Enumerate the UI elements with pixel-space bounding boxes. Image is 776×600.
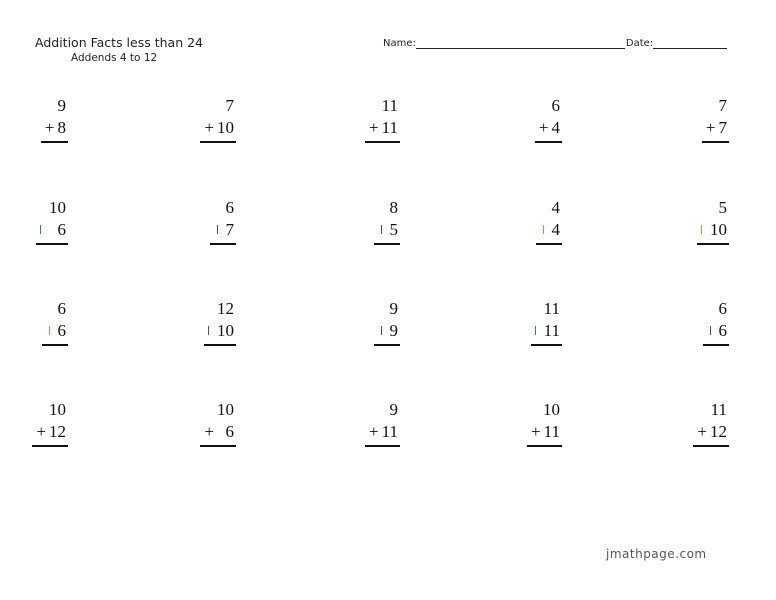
- bottom-addend: 4: [551, 118, 560, 137]
- bottom-addend-line: [365, 117, 400, 143]
- bottom-addend-line: [697, 219, 729, 245]
- addition-problem: [8, 298, 68, 346]
- bottom-addend-line: [200, 117, 236, 143]
- top-addend: 6: [718, 299, 727, 318]
- addition-problem: [176, 95, 236, 143]
- bottom-addend: 11: [381, 422, 398, 441]
- bottom-addend: 7: [225, 220, 234, 239]
- plus-sign-icon: +: [36, 422, 46, 441]
- addition-problem: [340, 95, 400, 143]
- bottom-addend-line: [702, 117, 729, 143]
- plus-sign-icon: +: [369, 422, 379, 441]
- worksheet-title: Addition Facts less than 24: [35, 35, 203, 50]
- bottom-addend-line: [200, 421, 236, 447]
- addition-problem: [502, 95, 562, 143]
- top-addend: 12: [217, 299, 234, 318]
- bottom-addend: 12: [710, 422, 727, 441]
- addition-problem: [502, 298, 562, 346]
- bottom-addend: 6: [217, 422, 234, 441]
- bottom-addend-line: [531, 320, 562, 346]
- name-label: Name:: [383, 38, 416, 49]
- plus-sign-icon: [49, 326, 50, 335]
- bottom-addend: 9: [389, 321, 398, 340]
- addition-problem: [176, 399, 236, 447]
- date-label: Date:: [625, 38, 654, 49]
- plus-sign-icon: [381, 326, 382, 335]
- plus-sign-icon: +: [44, 118, 55, 137]
- bottom-addend: 10: [217, 118, 234, 137]
- top-addend: 5: [718, 198, 727, 217]
- worksheet-subtitle: Addends 4 to 12: [71, 52, 158, 64]
- plus-sign-icon: +: [369, 118, 379, 137]
- top-addend: 6: [551, 96, 560, 115]
- plus-sign-icon: [381, 225, 382, 234]
- bottom-addend: 5: [389, 220, 398, 239]
- bottom-addend: 12: [49, 422, 66, 441]
- bottom-addend-line: [42, 320, 68, 346]
- bottom-addend: 6: [718, 321, 727, 340]
- addition-problem: [669, 197, 729, 245]
- top-addend: 8: [389, 198, 398, 217]
- bottom-addend: 11: [381, 118, 398, 137]
- bottom-addend: 10: [710, 220, 727, 239]
- plus-sign-icon: [543, 225, 544, 234]
- bottom-addend-line: [527, 421, 562, 447]
- addition-problem: [669, 399, 729, 447]
- name-field-line[interactable]: [416, 38, 625, 49]
- plus-sign-icon: [208, 326, 209, 335]
- site-watermark: jmathpage.com: [606, 547, 707, 561]
- bottom-addend: 4: [551, 220, 560, 239]
- top-addend: 9: [389, 400, 398, 419]
- bottom-addend-line: [365, 421, 400, 447]
- plus-sign-icon: [710, 326, 711, 335]
- top-addend: 6: [225, 198, 234, 217]
- addition-problem: [502, 399, 562, 447]
- top-addend: 10: [49, 400, 66, 419]
- addition-problem: [340, 399, 400, 447]
- addition-problem: [340, 197, 400, 245]
- bottom-addend: 6: [57, 321, 66, 340]
- bottom-addend-line: [204, 320, 236, 346]
- bottom-addend-line: [210, 219, 236, 245]
- name-date-bar: [383, 38, 733, 49]
- bottom-addend-line: [536, 219, 562, 245]
- bottom-addend-line: [36, 219, 68, 245]
- bottom-addend-line: [703, 320, 729, 346]
- addition-problem: [8, 197, 68, 245]
- bottom-addend: 11: [543, 321, 560, 340]
- bottom-addend: 11: [543, 422, 560, 441]
- bottom-addend-line: [41, 117, 68, 143]
- addition-problem: [176, 298, 236, 346]
- top-addend: 6: [57, 299, 66, 318]
- bottom-addend-line: [374, 219, 400, 245]
- top-addend: 11: [543, 299, 560, 318]
- plus-sign-icon: +: [538, 118, 549, 137]
- top-addend: 10: [217, 400, 234, 419]
- bottom-addend-line: [374, 320, 400, 346]
- addition-problem: [669, 298, 729, 346]
- bottom-addend: 10: [217, 321, 234, 340]
- addition-problem: [502, 197, 562, 245]
- top-addend: 10: [543, 400, 560, 419]
- top-addend: 10: [49, 198, 66, 217]
- plus-sign-icon: +: [531, 422, 541, 441]
- top-addend: 7: [718, 96, 727, 115]
- plus-sign-icon: [217, 225, 218, 234]
- date-field-line[interactable]: [653, 38, 727, 49]
- bottom-addend-line: [693, 421, 729, 447]
- bottom-addend: 7: [718, 118, 727, 137]
- top-addend: 9: [389, 299, 398, 318]
- plus-sign-icon: [535, 326, 536, 335]
- bottom-addend: 6: [49, 220, 66, 239]
- top-addend: 7: [225, 96, 234, 115]
- plus-sign-icon: [701, 225, 702, 234]
- plus-sign-icon: +: [705, 118, 716, 137]
- top-addend: 9: [57, 96, 66, 115]
- plus-sign-icon: +: [204, 422, 214, 441]
- addition-problem: [669, 95, 729, 143]
- bottom-addend-line: [535, 117, 562, 143]
- bottom-addend-line: [32, 421, 68, 447]
- plus-sign-icon: +: [697, 422, 707, 441]
- addition-problem: [340, 298, 400, 346]
- plus-sign-icon: +: [204, 118, 214, 137]
- top-addend: 11: [710, 400, 727, 419]
- top-addend: 4: [551, 198, 560, 217]
- bottom-addend: 8: [57, 118, 66, 137]
- plus-sign-icon: [40, 225, 41, 234]
- addition-problem: [8, 399, 68, 447]
- addition-problem: [8, 95, 68, 143]
- addition-problem: [176, 197, 236, 245]
- top-addend: 11: [381, 96, 398, 115]
